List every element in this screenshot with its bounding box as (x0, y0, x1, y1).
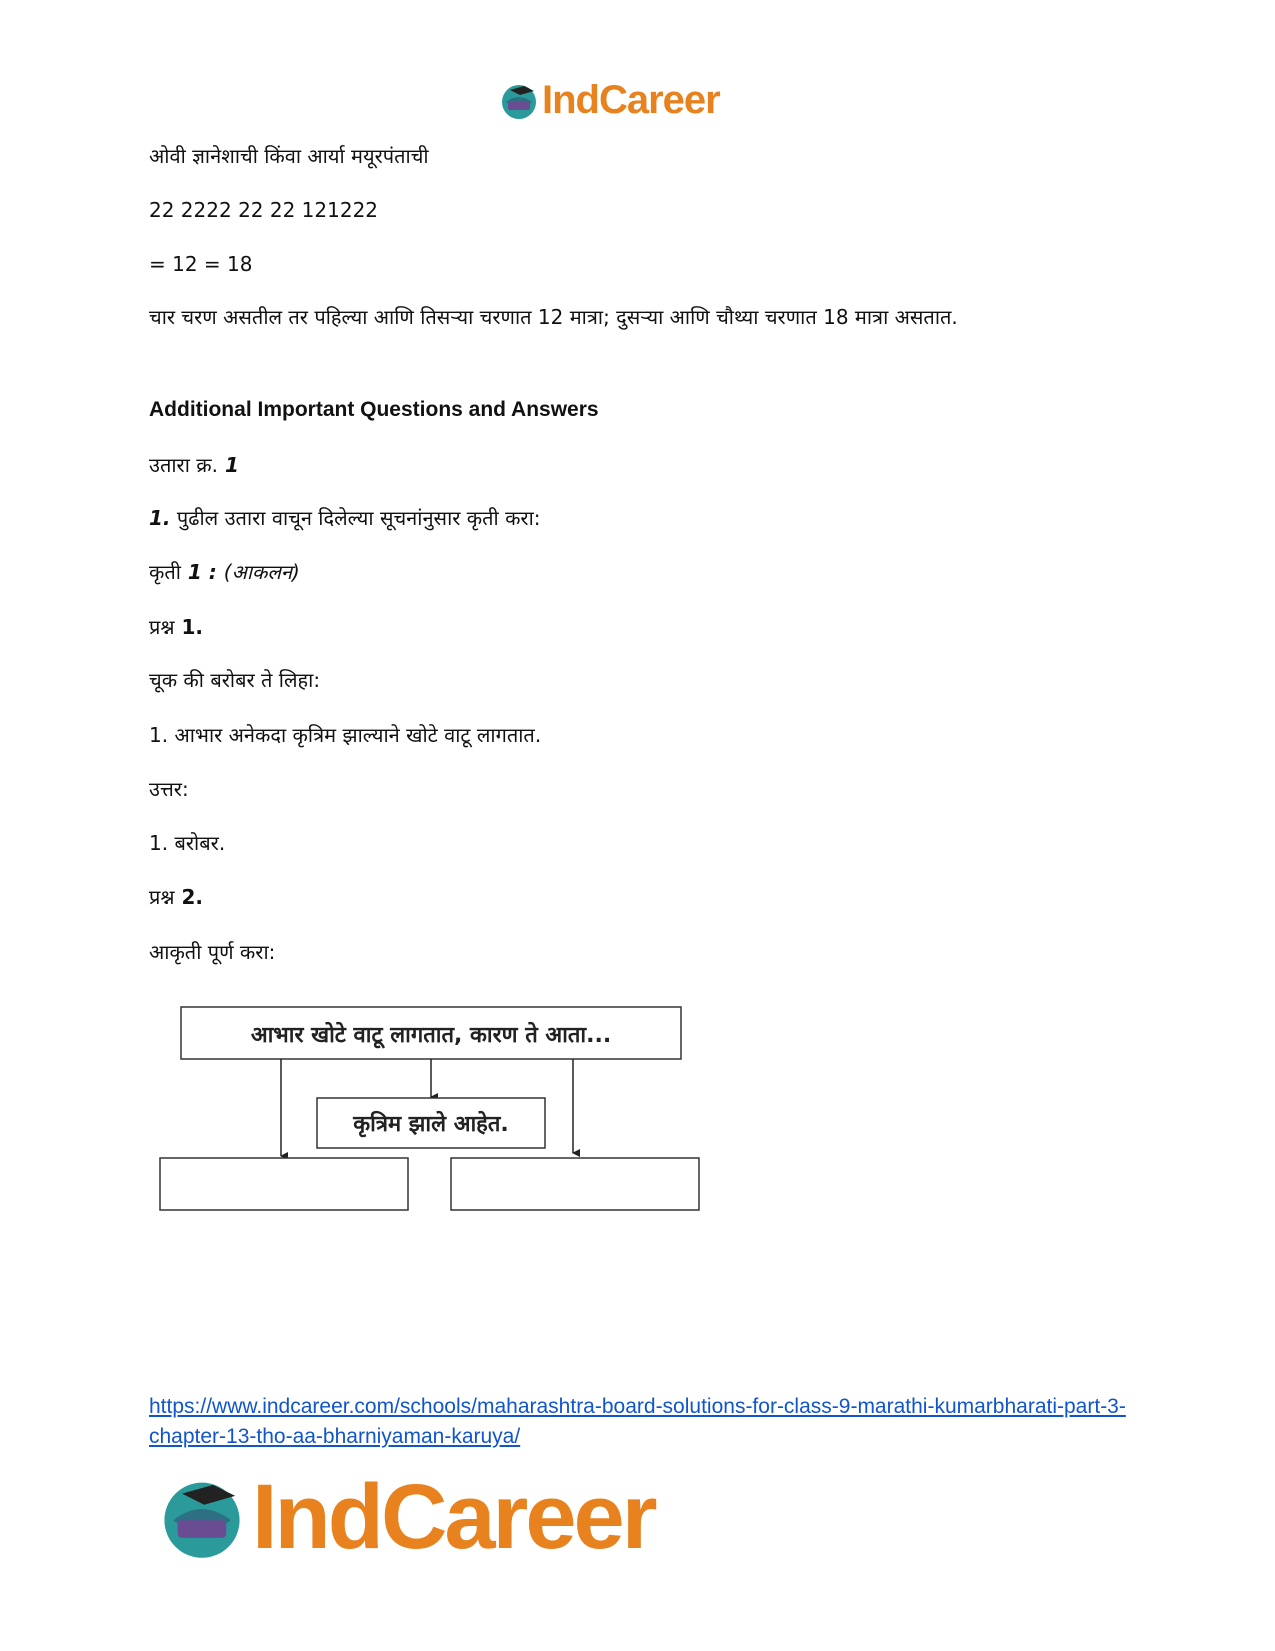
statement-1: 1. आभार अनेकदा कृत्रिम झाल्याने खोटे वाटू लागतात. (149, 723, 542, 747)
answer-1: 1. बरोबर. (149, 831, 226, 855)
prashna-1-label: प्रश्न (149, 615, 175, 639)
globe-icon (500, 82, 538, 120)
diagram-left-empty-box (160, 1158, 408, 1210)
footer-logo (160, 1465, 655, 1570)
globe-icon (160, 1476, 244, 1560)
footer-logo-text: IndCareer (252, 1466, 655, 1568)
section-heading: Additional Important Questions and Answers (149, 398, 599, 421)
text-line-3: = 12 = 18 (149, 252, 253, 276)
kruti-type: (आकलन) (223, 560, 300, 584)
source-url-link[interactable]: https://www.indcareer.com/schools/maharashtra-board-solutions-for-class-9-marathi-kumarbharati-part-3-chapter-13-tho-aa-bharniyaman-karuya/ (149, 1395, 1126, 1448)
header-logo (500, 78, 720, 123)
utara-number: 1 (217, 453, 239, 477)
instruction-1: चूक की बरोबर ते लिहा: (149, 668, 321, 692)
prashna-1-line (149, 612, 203, 642)
utara-line (149, 450, 239, 480)
prashna-2-number: 2. (174, 885, 204, 909)
diagram-right-empty-box (451, 1158, 699, 1210)
prashna-2-line (149, 882, 203, 912)
kruti-number: 1 : (180, 560, 224, 584)
kruti-line (149, 557, 300, 587)
prashna-1-number: 1. (174, 615, 204, 639)
text-line-4: चार चरण असतील तर पहिल्या आणि तिसऱ्या चरणात 12 मात्रा; दुसऱ्या आणि चौथ्या चरणात 18 मात्रा असतात. (149, 305, 958, 329)
text-line-1: ओवी ज्ञानेशाची किंवा आर्या मयूरपंताची (149, 144, 429, 168)
prashna-2-label: प्रश्न (149, 885, 175, 909)
question-1-number: 1. (149, 506, 171, 530)
instruction-2: आकृती पूर्ण करा: (149, 940, 276, 964)
text-line-2: 22 2222 22 22 121222 (149, 198, 379, 222)
question-1-line (149, 503, 541, 533)
concept-diagram (155, 1005, 715, 1225)
header-logo-text: IndCareer (542, 78, 720, 122)
question-1-text: पुढील उतारा वाचून दिलेल्या सूचनांनुसार कृती करा: (170, 506, 541, 530)
answer-label: उत्तर: (149, 777, 189, 801)
utara-label: उतारा क्र. (149, 453, 218, 477)
kruti-label: कृती (149, 560, 181, 584)
diagram-middle-text: कृत्रिम झाले आहेत. (353, 1112, 509, 1137)
diagram-top-text: आभार खोटे वाटू लागतात, कारण ते आता... (250, 1023, 612, 1048)
